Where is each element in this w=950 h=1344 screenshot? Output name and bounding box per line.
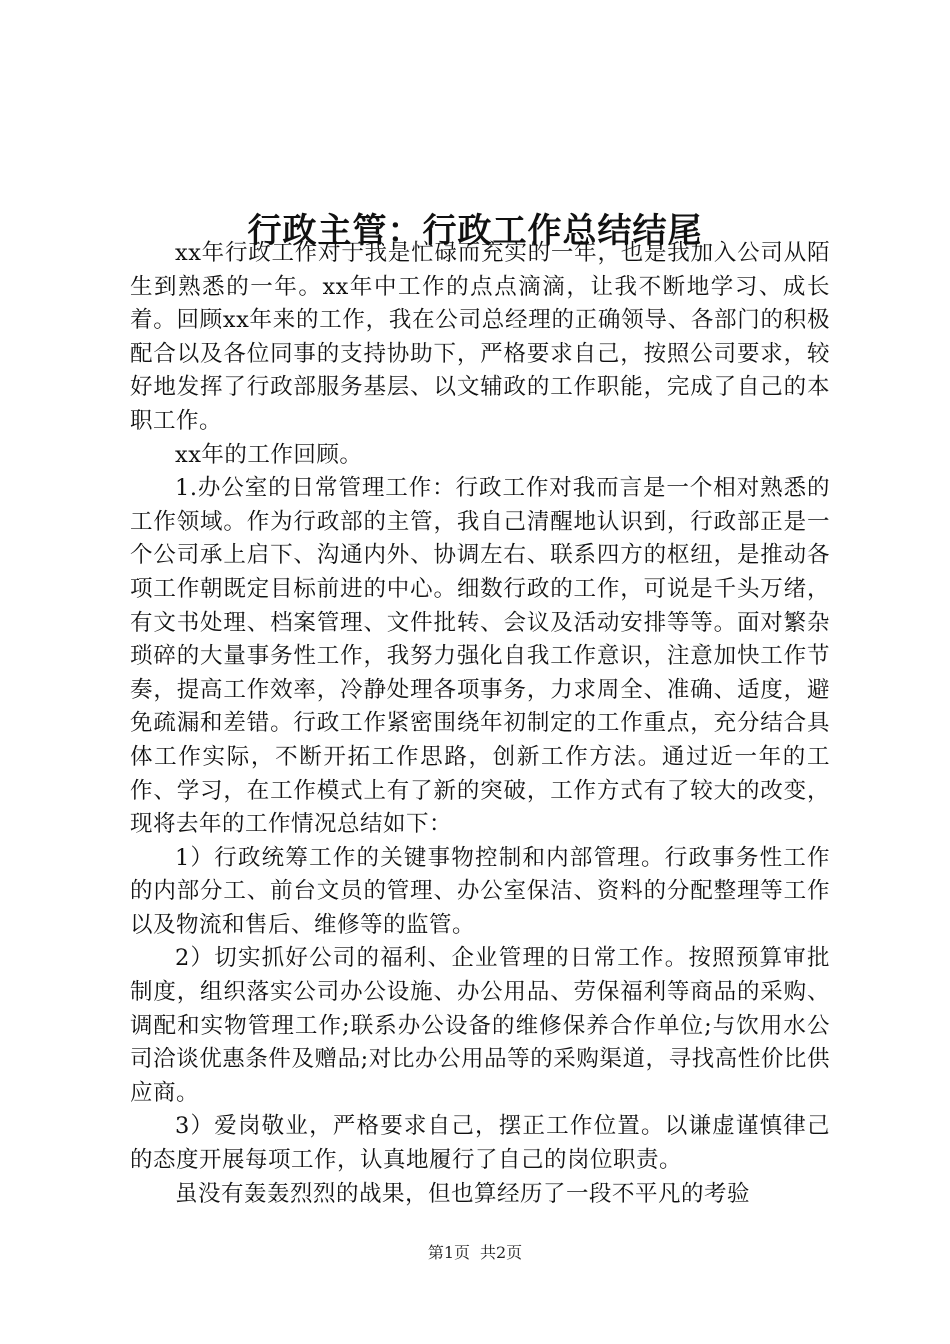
paragraph-review-heading: xx年的工作回顾。	[175, 441, 363, 468]
paragraph-item-2: 2）切实抓好公司的福利、企业管理的日常工作。按照预算审批制度，组织落实公司办公设施、办公用品、劳保福利等商品的采购、调配和实物管理工作;联系办公设备的维修保养合作单位;与饮用水公司洽谈优惠条件及赠品;对比办公用品等的采购渠道，寻找高性价比供应商。	[130, 945, 830, 1106]
document-title: 行政主管：行政工作总结结尾	[247, 210, 703, 251]
paragraph-closing: 虽没有轰轰烈烈的战果，但也算经历了一段不平凡的考验	[175, 1180, 751, 1207]
page-number-current: 第1页	[427, 1243, 470, 1262]
page-number-total: 共2页	[480, 1243, 523, 1262]
paragraph-intro: xx年行政工作对于我是忙碌而充实的一年，也是我加入公司从陌生到熟悉的一年。xx年中工作的点点滴滴，让我不断地学习、成长着。回顾xx年来的工作，我在公司总经理的正确领导、各部门的积极配合以及各位同事的支持协助下，严格要求自己，按照公司要求，较好地发挥了行政部服务基层、以文辅政的工作职能，完成了自己的本职工作。	[130, 240, 830, 434]
paragraph-item-3: 3）爱岗敬业，严格要求自己，摆正工作位置。以谦虚谨慎律己的态度开展每项工作，认真地履行了自己的岗位职责。	[130, 1113, 830, 1174]
paragraph-item-1: 1）行政统筹工作的关键事物控制和内部管理。行政事务性工作的内部分工、前台文员的管理、办公室保洁、资料的分配整理等工作以及物流和售后、维修等的监管。	[130, 844, 830, 938]
document-body	[130, 237, 830, 1211]
page-footer	[0, 1242, 950, 1264]
paragraph-office-management: 1.办公室的日常管理工作：行政工作对我而言是一个相对熟悉的工作领域。作为行政部的主管，我自己清醒地认识到，行政部正是一个公司承上启下、沟通内外、协调左右、联系四方的枢纽，是推动各项工作朝既定目标前进的中心。细数行政的工作，可说是千头万绪，有文书处理、档案管理、文件批转、会议及活动安排等等。面对繁杂琐碎的大量事务性工作，我努力强化自我工作意识，注意加快工作节奏，提高工作效率，冷静处理各项事务，力求周全、准确、适度，避免疏漏和差错。行政工作紧密围绕年初制定的工作重点，充分结合具体工作实际，不断开拓工作思路，创新工作方法。通过近一年的工作、学习，在工作模式上有了新的突破，工作方式有了较大的改变，现将去年的工作情况总结如下：	[130, 475, 830, 838]
